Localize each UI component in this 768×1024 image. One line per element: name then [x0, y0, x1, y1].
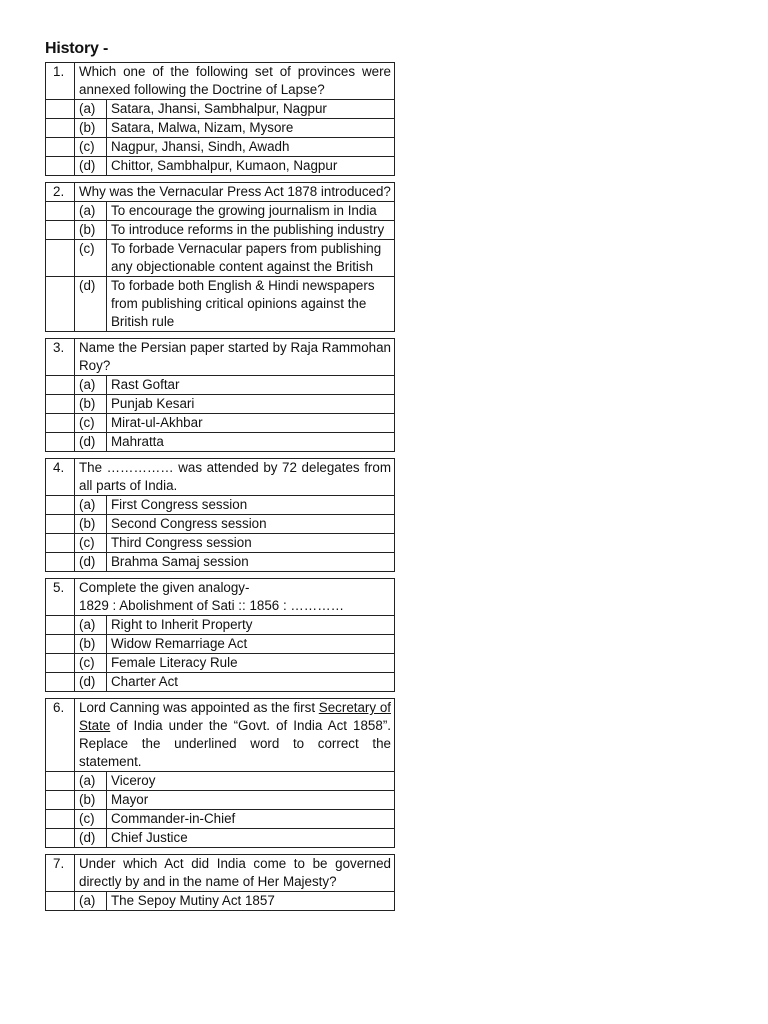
option-row — [46, 277, 395, 332]
option-spacer — [46, 654, 75, 673]
question-table — [45, 182, 395, 332]
option-spacer — [46, 673, 75, 692]
option-spacer — [46, 202, 75, 221]
question-text-line: Name the Persian paper started by Raja Rammohan Roy? — [79, 340, 391, 373]
question-table — [45, 578, 395, 692]
option-text: Brahma Samaj session — [107, 553, 395, 572]
option-spacer — [46, 100, 75, 119]
question-row — [46, 459, 395, 496]
option-spacer — [46, 119, 75, 138]
option-text: Mayor — [107, 791, 395, 810]
option-row — [46, 892, 395, 911]
option-spacer — [46, 138, 75, 157]
question-number: 3. — [46, 339, 75, 376]
option-text: Mahratta — [107, 433, 395, 452]
question-row — [46, 855, 395, 892]
option-spacer — [46, 240, 75, 277]
question-row — [46, 579, 395, 616]
option-label: (a) — [75, 202, 107, 221]
option-row — [46, 376, 395, 395]
page-title: History - — [45, 40, 109, 57]
option-text: Charter Act — [107, 673, 395, 692]
option-label: (c) — [75, 810, 107, 829]
option-label: (b) — [75, 221, 107, 240]
question-text-part: of India under the “Govt. of India Act 1858”. Replace the underlined word to correct the statement. — [79, 718, 391, 769]
option-spacer — [46, 496, 75, 515]
option-text: To encourage the growing journalism in India — [107, 202, 395, 221]
option-label: (b) — [75, 791, 107, 810]
question-text-line: Which one of the following set of provinces were annexed following the Doctrine of Lapse? — [79, 64, 391, 97]
question-number: 7. — [46, 855, 75, 892]
question-text — [75, 699, 395, 772]
option-row — [46, 772, 395, 791]
question-number: 1. — [46, 63, 75, 100]
option-text: Chief Justice — [107, 829, 395, 848]
option-row — [46, 240, 395, 277]
option-label: (c) — [75, 534, 107, 553]
option-label: (b) — [75, 515, 107, 534]
option-row — [46, 100, 395, 119]
question-number: 5. — [46, 579, 75, 616]
option-text: Rast Goftar — [107, 376, 395, 395]
option-label: (d) — [75, 157, 107, 176]
option-spacer — [46, 810, 75, 829]
option-row — [46, 810, 395, 829]
question-text-line: 1829 : Abolishment of Sati :: 1856 : ………… — [79, 598, 344, 613]
option-row — [46, 138, 395, 157]
option-label: (d) — [75, 829, 107, 848]
option-text: Third Congress session — [107, 534, 395, 553]
option-row — [46, 433, 395, 452]
option-spacer — [46, 791, 75, 810]
option-text: Mirat-ul-Akhbar — [107, 414, 395, 433]
option-label: (d) — [75, 553, 107, 572]
option-row — [46, 515, 395, 534]
question-text — [75, 579, 395, 616]
option-row — [46, 673, 395, 692]
option-text: The Sepoy Mutiny Act 1857 — [107, 892, 395, 911]
option-label: (d) — [75, 433, 107, 452]
question-table — [45, 338, 395, 452]
option-row — [46, 202, 395, 221]
option-label: (c) — [75, 654, 107, 673]
option-text: Punjab Kesari — [107, 395, 395, 414]
option-text: Female Literacy Rule — [107, 654, 395, 673]
option-spacer — [46, 616, 75, 635]
option-row — [46, 791, 395, 810]
question-number: 2. — [46, 183, 75, 202]
option-label: (a) — [75, 772, 107, 791]
question-text — [75, 855, 395, 892]
option-spacer — [46, 221, 75, 240]
option-row — [46, 157, 395, 176]
option-text: Viceroy — [107, 772, 395, 791]
option-text: First Congress session — [107, 496, 395, 515]
question-text — [75, 339, 395, 376]
question-table — [45, 698, 395, 848]
question-table — [45, 62, 395, 176]
question-row — [46, 699, 395, 772]
option-text: Satara, Jhansi, Sambhalpur, Nagpur — [107, 100, 395, 119]
option-label: (d) — [75, 277, 107, 332]
question-text — [75, 459, 395, 496]
option-row — [46, 534, 395, 553]
question-text — [75, 183, 395, 202]
option-spacer — [46, 157, 75, 176]
option-row — [46, 496, 395, 515]
option-label: (b) — [75, 119, 107, 138]
question-text-line: Complete the given analogy- — [79, 580, 250, 595]
option-label: (a) — [75, 892, 107, 911]
option-spacer — [46, 277, 75, 332]
question-number: 6. — [46, 699, 75, 772]
option-label: (a) — [75, 376, 107, 395]
option-spacer — [46, 553, 75, 572]
option-text: Nagpur, Jhansi, Sindh, Awadh — [107, 138, 395, 157]
option-row — [46, 829, 395, 848]
question-row — [46, 339, 395, 376]
option-label: (a) — [75, 496, 107, 515]
option-spacer — [46, 635, 75, 654]
option-text: To forbade Vernacular papers from publishing any objectionable content against the British — [107, 240, 395, 277]
option-label: (d) — [75, 673, 107, 692]
option-row — [46, 119, 395, 138]
option-text: Second Congress session — [107, 515, 395, 534]
option-text: To introduce reforms in the publishing industry — [107, 221, 395, 240]
option-row — [46, 414, 395, 433]
option-spacer — [46, 829, 75, 848]
option-label: (c) — [75, 240, 107, 277]
option-spacer — [46, 892, 75, 911]
question-text-line: Under which Act did India come to be governed directly by and in the name of Her Majesty? — [79, 856, 391, 889]
question-table — [45, 458, 395, 572]
question-text-line: Why was the Vernacular Press Act 1878 introduced? — [79, 184, 391, 199]
question-text — [75, 63, 395, 100]
question-row — [46, 63, 395, 100]
question-text-part: Lord Canning was appointed as the first — [79, 700, 319, 715]
option-text: Right to Inherit Property — [107, 616, 395, 635]
option-text: Widow Remarriage Act — [107, 635, 395, 654]
option-spacer — [46, 395, 75, 414]
question-table — [45, 854, 395, 911]
option-label: (a) — [75, 100, 107, 119]
question-text-line: The …………… was attended by 72 delegates from all parts of India. — [79, 460, 391, 493]
option-text: Chittor, Sambhalpur, Kumaon, Nagpur — [107, 157, 395, 176]
question-row — [46, 183, 395, 202]
option-text: To forbade both English & Hindi newspapers from publishing critical opinions against the British rule — [107, 277, 395, 332]
option-label: (c) — [75, 414, 107, 433]
option-spacer — [46, 534, 75, 553]
option-spacer — [46, 433, 75, 452]
underlined-phrase: Secretary of State — [79, 700, 391, 733]
option-label: (a) — [75, 616, 107, 635]
option-row — [46, 635, 395, 654]
option-text: Commander-in-Chief — [107, 810, 395, 829]
option-label: (b) — [75, 635, 107, 654]
option-label: (b) — [75, 395, 107, 414]
option-row — [46, 553, 395, 572]
option-row — [46, 395, 395, 414]
question-number: 4. — [46, 459, 75, 496]
option-row — [46, 616, 395, 635]
question-list — [45, 62, 395, 917]
option-spacer — [46, 414, 75, 433]
option-row — [46, 654, 395, 673]
option-spacer — [46, 772, 75, 791]
option-text: Satara, Malwa, Nizam, Mysore — [107, 119, 395, 138]
option-row — [46, 221, 395, 240]
option-spacer — [46, 376, 75, 395]
option-spacer — [46, 515, 75, 534]
option-label: (c) — [75, 138, 107, 157]
